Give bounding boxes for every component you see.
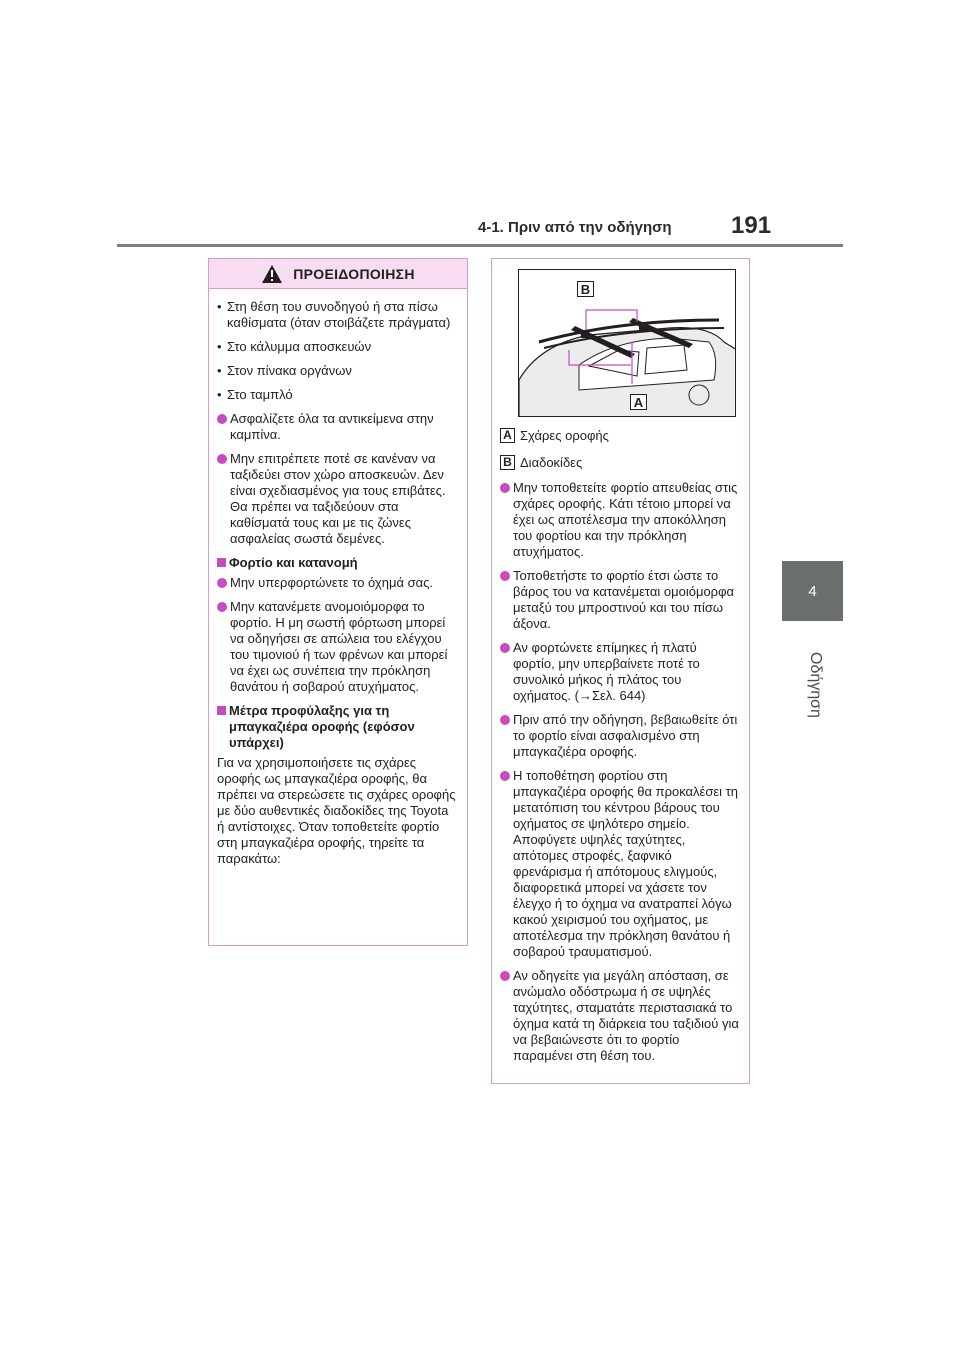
legend-item [500,453,741,471]
car-roof-drawing [519,270,736,417]
legend-key: A [500,428,515,443]
bullet-dot-icon [217,414,227,424]
list-item: • Στον πίνακα οργάνων [217,363,352,378]
chapter-label: Οδήγηση [807,652,824,718]
header-rule [117,244,843,247]
page-number: 191 [731,212,772,239]
section-heading: 4-1. Πριν από την οδήγηση [478,219,672,236]
subsection-title: Φορτίο και κατανομή [217,555,459,571]
callout-b: B [577,281,594,297]
subsection-title: Μέτρα προφύλαξης για τη μπαγκαζιέρα οροφής (εφόσον υπάρχει) [217,703,459,751]
warning-triangle-icon [261,264,283,284]
callout-a: A [630,394,647,410]
list-item: Μην υπερφορτώνετε το όχημά σας. [217,575,459,591]
bullet-dot-icon [500,971,510,981]
square-bullet-icon [217,706,226,715]
list-item: Αν οδηγείτε για μεγάλη απόσταση, σε ανώμαλο οδόστρωμα ή σε υψηλές ταχύτητες, σταματάτε περιστασιακά το όχημα κατά τη διάρκεια του ταξιδιού για να βεβαιώνεστε ότι το φορτίο παραμένει στη θέση του. [500,968,741,1064]
bullet-dot-icon [217,602,227,612]
legend-label: Σχάρες οροφής [520,427,609,443]
figure-legend [500,426,741,471]
bullet-dot-icon [500,771,510,781]
bullet-dot-icon [500,715,510,725]
warning-header [209,259,467,289]
list-item: Η τοποθέτηση φορτίου στη μπαγκαζιέρα οροφής θα προκαλέσει τη μετατόπιση του κέντρου βάρους του οχήματος σε ψηλότερο σημείο. Αποφύγετε υψηλές ταχύτητες, απότομες στροφές, ξαφνικό φρενάρισμα ή απότομους ελιγμούς, διαφορετικά μπορεί να χάσετε τον έλεγχο ή το όχημα να ανατραπεί λόγω κακού χειρισμού του οχήματος, με αποτέλεσμα την πρόκληση θανάτου ή σοβαρού τραυματισμού. [500,768,741,960]
bullet-dot-icon [500,483,510,493]
paragraph: Για να χρησιμοποιήσετε τις σχάρες οροφής ως μπαγκαζιέρα οροφής, θα πρέπει να στερεώσετε τις σχάρες οροφής με δύο αυθεντικές διαδοκίδες της Toyota ή αντίστοιχες. Όταν τοποθετείτε φορτίο στη μπαγκαζιέρα οροφής, τηρείτε τα παρακάτω: [217,755,456,866]
list-item: Αν φορτώνετε επίμηκες ή πλατύ φορτίο, μην υπερβαίνετε ποτέ το συνολικό μήκος ή πλάτος του οχήματος. (→Σελ. 644) [500,640,741,704]
square-bullet-icon [217,558,226,567]
chapter-tab[interactable] [782,561,843,621]
list-item: • Στη θέση του συνοδηγού ή στα πίσω καθίσματα (όταν στοιβάζετε πράγματα) [217,299,451,330]
list-item: Ασφαλίζετε όλα τα αντικείμενα στην καμπίνα. [217,411,459,443]
list-item: • Στο ταμπλό [217,387,293,402]
list-item: Μην επιτρέπετε ποτέ σε κανέναν να ταξιδεύει στον χώρο αποσκευών. Δεν είναι σχεδιασμένος για τους επιβάτες. Θα πρέπει να ταξιδεύουν στα καθίσματά τους και με τις ζώνες ασφαλείας σωστά δεμένες. [217,451,459,547]
chapter-number: 4 [808,582,817,600]
legend-item [500,426,741,444]
roof-rack-illustration [518,269,736,417]
legend-label: Διαδοκίδες [520,454,583,470]
list-item: Μην κατανέμετε ανομοιόμορφα το φορτίο. Η μη σωστή φόρτωση μπορεί να οδηγήσει σε απώλεια του ελέγχου του τιμονιού ή των φρένων και μπορεί να έχει ως συνέπεια την πρόκληση θανάτου ή σοβαρού ατυχήματος. [217,599,459,695]
legend-key: B [500,455,515,470]
warning-title: ΠΡΟΕΙΔΟΠΟΙΗΣΗ [293,265,415,282]
list-item: Τοποθετήστε το φορτίο έτσι ώστε το βάρος του να κατανέμεται ομοιόμορφα μεταξύ του μπροστινού και του πίσω άξονα. [500,568,741,632]
bullet-dot-icon [500,571,510,581]
warning-box-left [208,258,468,946]
bullet-dot-icon [500,643,510,653]
list-item: • Στο κάλυμμα αποσκευών [217,339,372,354]
warning-box-right [491,258,750,1084]
list-item: Πριν από την οδήγηση, βεβαιωθείτε ότι το φορτίο είναι ασφαλισμένο στη μπαγκαζιέρα οροφής. [500,712,741,760]
bullet-dot-icon [217,454,227,464]
list-item: Μην τοποθετείτε φορτίο απευθείας στις σχάρες οροφής. Κάτι τέτοιο μπορεί να έχει ως αποτέλεσμα την αποκόλληση του φορτίου και την πρόκληση ατυχήματος. [500,480,741,560]
bullet-dot-icon [217,578,227,588]
